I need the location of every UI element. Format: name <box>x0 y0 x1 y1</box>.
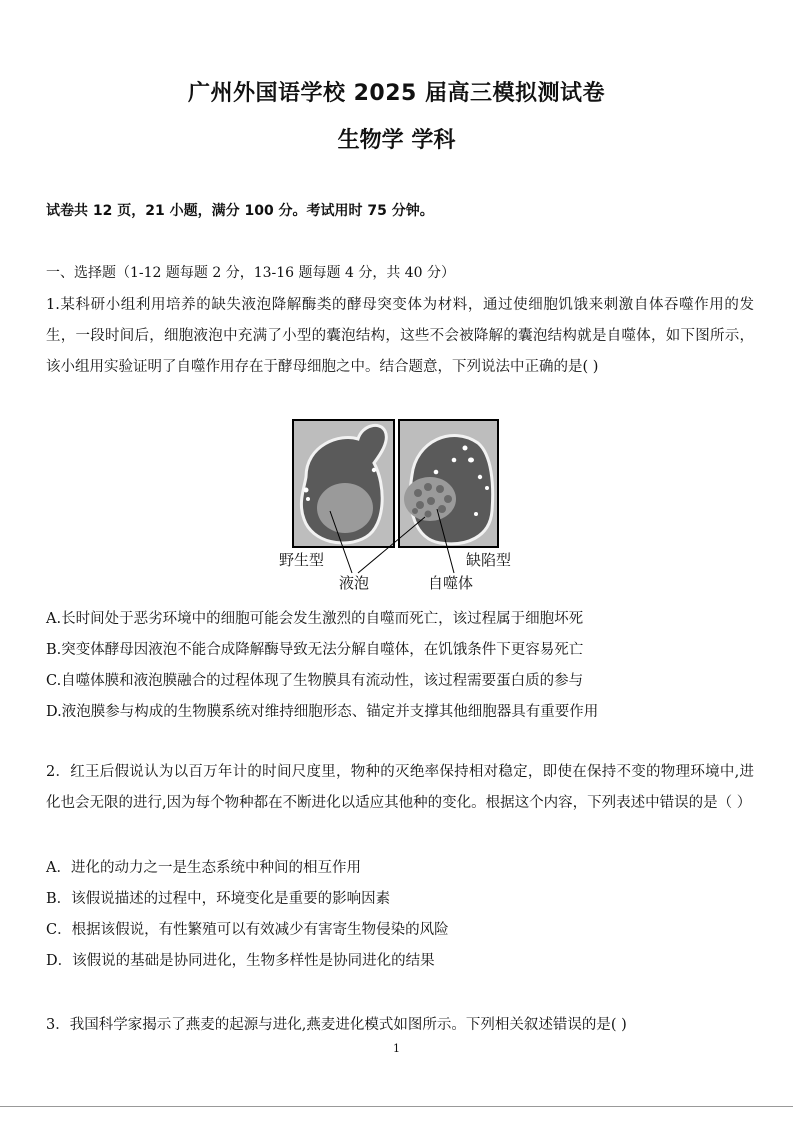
label-wild-type: 野生型 <box>279 551 325 569</box>
q2-option-b: B．该假说描述的过程中，环境变化是重要的影响因素 <box>46 891 391 907</box>
question-1-stem: 1.某科研小组利用培养的缺失液泡降解酶类的酵母突变体为材料，通过使细胞饥饿来刺激自体吞噬作用的发生，一段时间后，细胞液泡中充满了小型的囊泡结构，这些不会被降解的囊泡结构就是自噬体，如下图所示，该小组用实验证明了自噬作用存在于酵母细胞之中。结合题意，下列说法中正确的是( ) <box>46 297 754 375</box>
exam-title: 广州外国语学校 2025 届高三模拟测试卷 <box>187 81 606 106</box>
page-number: 1 <box>393 1042 400 1055</box>
label-mutant: 缺陷型 <box>466 551 512 569</box>
section-title: 一、选择题（1-12 题每题 2 分，13-16 题每题 4 分，共 40 分） <box>46 265 456 281</box>
wild-type-vacuole <box>317 483 373 533</box>
exam-info: 试卷共 12 页，21 小题，满分 100 分。考试用时 75 分钟。 <box>46 203 434 219</box>
q1-option-c: C.自噬体膜和液泡膜融合的过程体现了生物膜具有流动性，该过程需要蛋白质的参与 <box>46 673 584 689</box>
q2-option-d: D．该假说的基础是协同进化，生物多样性是协同进化的结果 <box>46 953 435 969</box>
wild-type-vesicle <box>372 468 376 472</box>
page-bottom-rule <box>0 1106 793 1107</box>
q1-option-a: A.长时间处于恶劣环境中的细胞可能会发生激烈的自噬而死亡，该过程属于细胞坏死 <box>46 611 584 627</box>
wild-type-vesicle <box>304 488 309 493</box>
label-autophagosome: 自噬体 <box>428 574 474 592</box>
q2-option-c: C．根据该假说，有性繁殖可以有效减少有害寄生物侵染的风险 <box>46 922 449 938</box>
yeast-cell-figure <box>270 415 530 595</box>
question-3-stem: 3．我国科学家揭示了燕麦的起源与进化,燕麦进化模式如图所示。下列相关叙述错误的是( ) <box>46 1017 627 1033</box>
wild-type-vesicle <box>306 497 310 501</box>
q1-option-d: D.液泡膜参与构成的生物膜系统对维持细胞形态、锚定并支撑其他细胞器具有重要作用 <box>46 704 599 720</box>
q2-option-a: A．进化的动力之一是生态系统中种间的相互作用 <box>46 860 361 876</box>
question-2-stem: 2．红王后假说认为以百万年计的时间尺度里，物种的灭绝率保持相对稳定，即使在保持不变的物理环境中,进化也会无限的进行,因为每个物种都在不断进化以适应其他种的变化。根据这个内容，下列表述中错误的是（ ） <box>46 764 754 811</box>
label-vacuole: 液泡 <box>339 574 370 592</box>
q1-option-b: B.突变体酵母因液泡不能合成降解酶导致无法分解自噬体，在饥饿条件下更容易死亡 <box>46 642 584 658</box>
exam-subject: 生物学 学科 <box>337 128 456 153</box>
